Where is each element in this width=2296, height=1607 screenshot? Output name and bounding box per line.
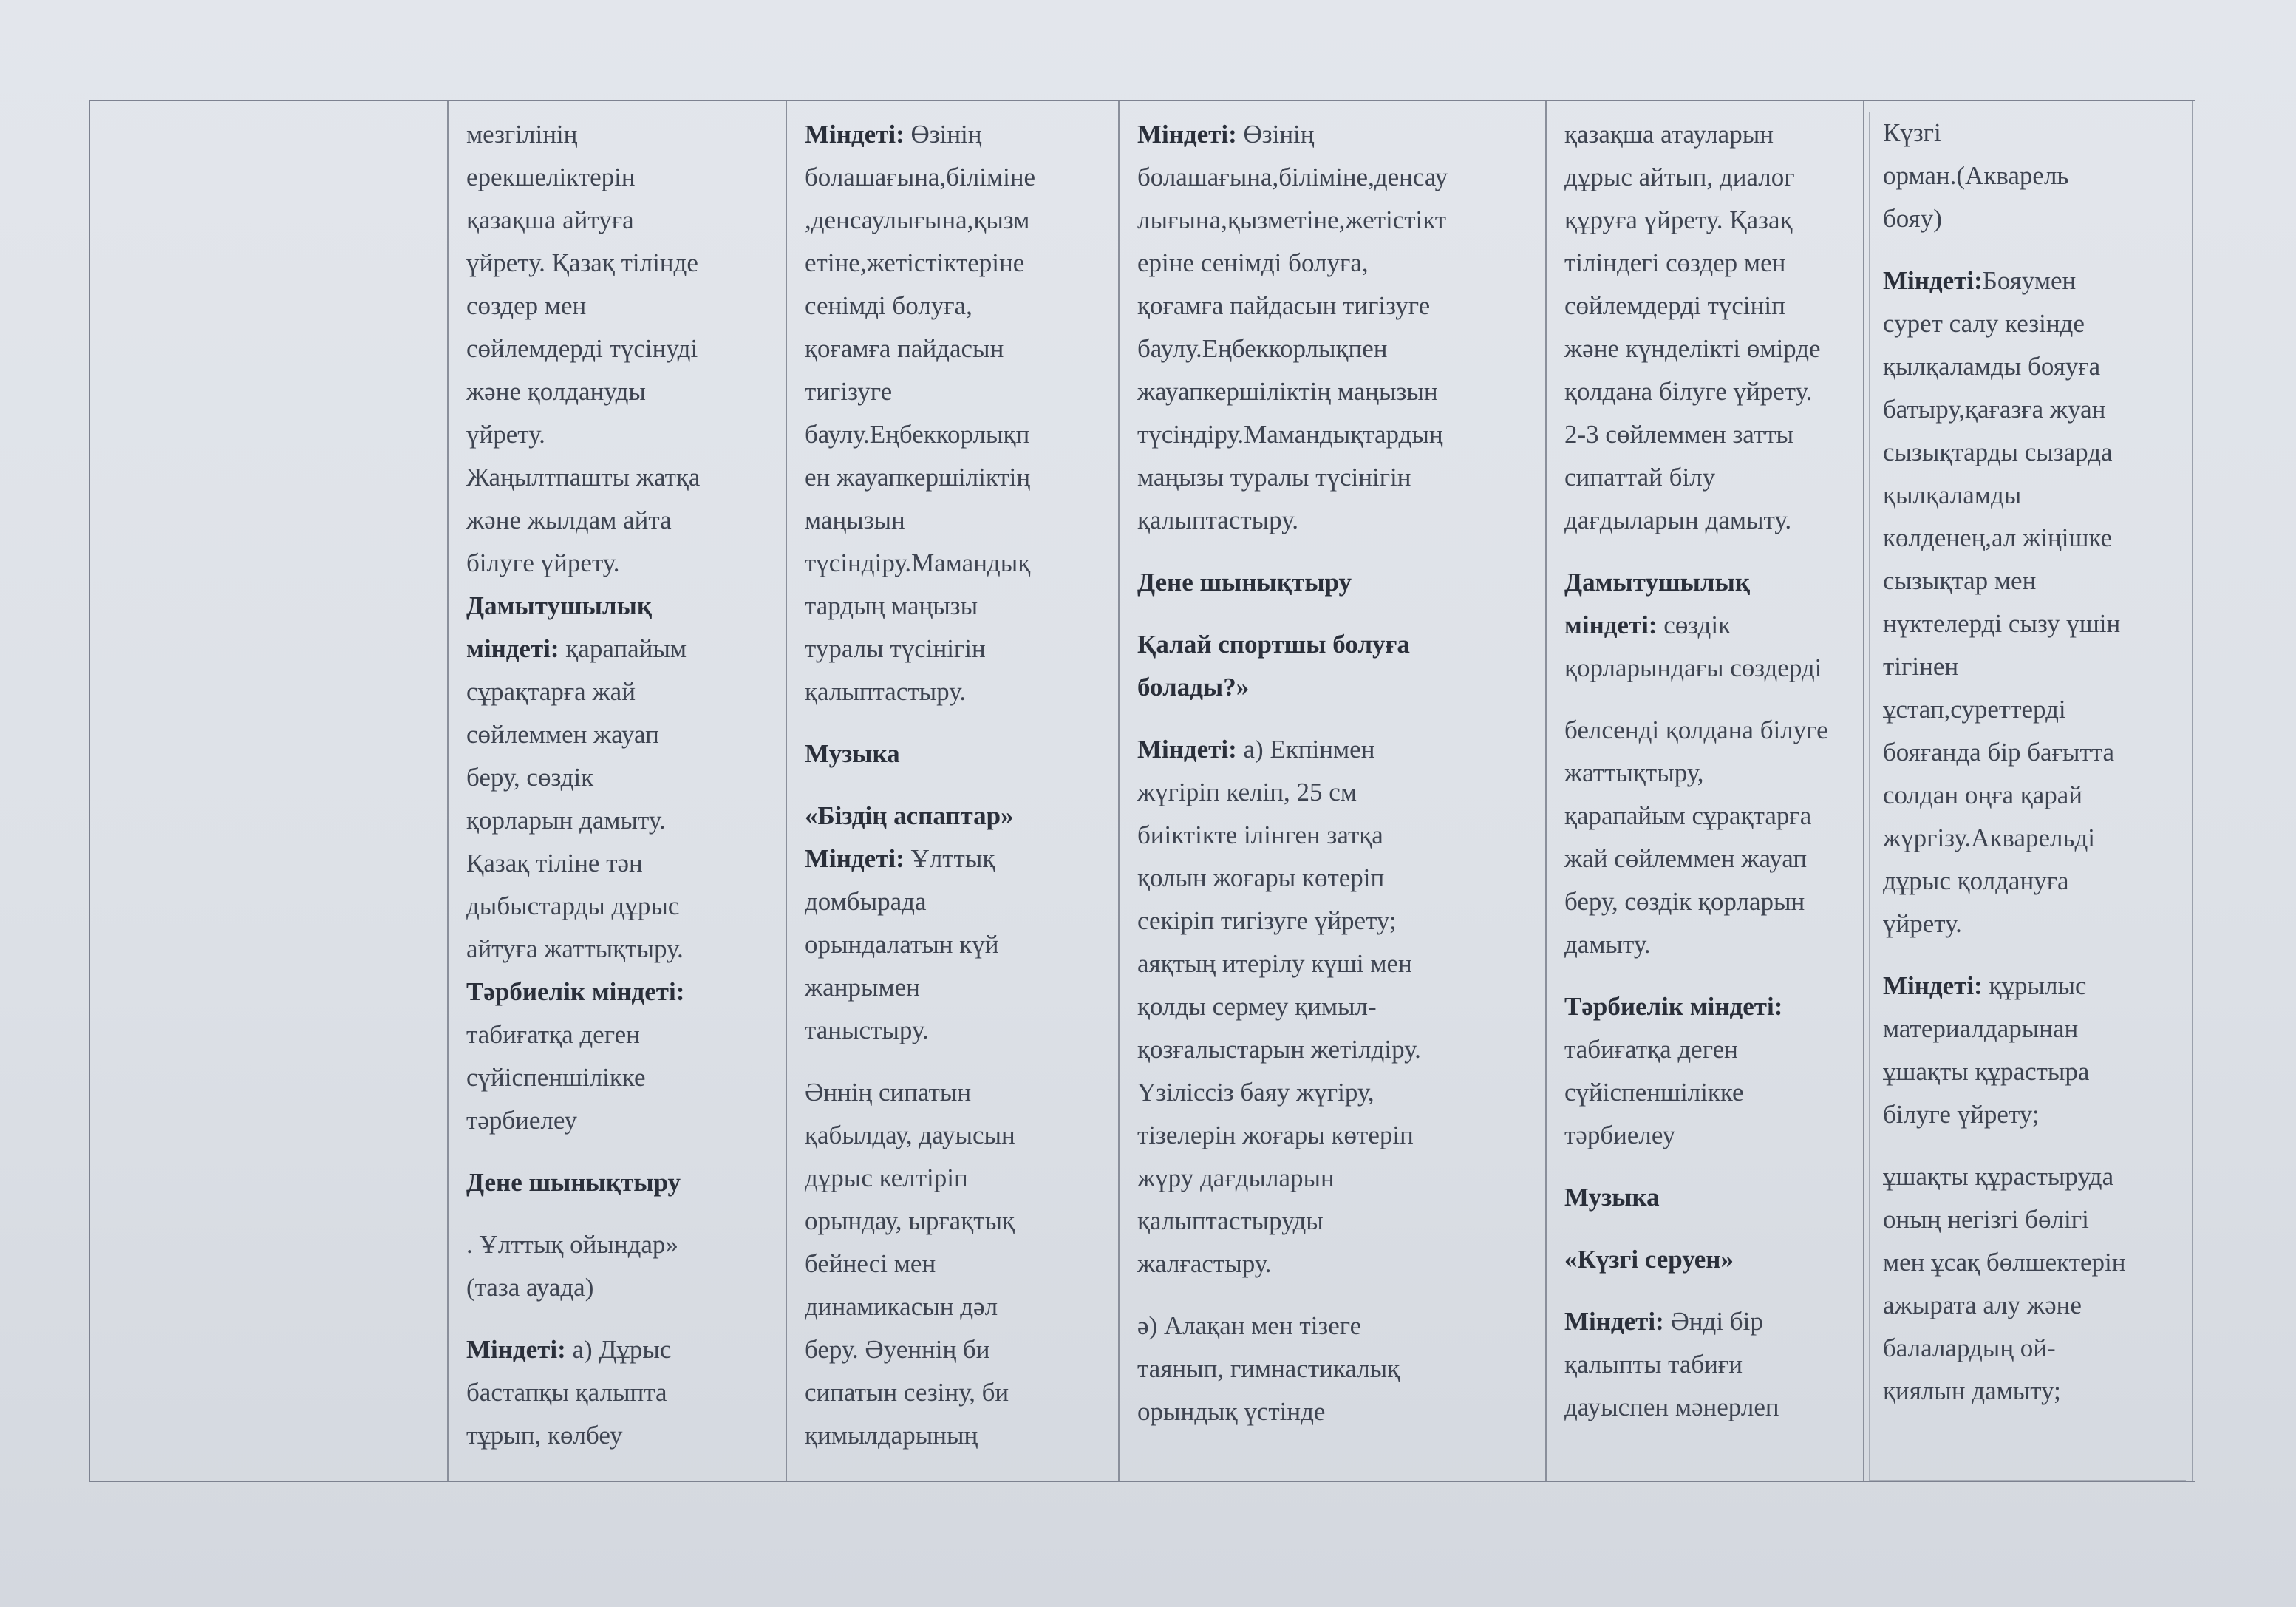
task-label: Міндеті: [805, 844, 905, 873]
table-column-3 [1120, 101, 1547, 1481]
column4-paragraph-2: белсенді қолдана білуге жаттықтыру, қарапайым сұрақтарға жай сөйлеммен жауап беру, сөздік қорларын дамыту. [1564, 716, 1828, 959]
column3-paragraph: ә) Алақан мен тізеге таянып, гимнастикалық орындық үстінде [1137, 1311, 1400, 1426]
task-label: Міндеті: [466, 1335, 566, 1364]
task-text: а) Екпінмен жүгіріп келіп, 25 см биіктікте ілінген затқа қолын жоғары көтеріп секіріп тигізуге үйрету; аяқтың итерілу күші мен қолды сермеу қимыл- қозғалыстарын жетілдіру. Үзіліссіз баяу жүгіру, тізелерін жоғары көтеріп жүру дағдыларын қалыптастыруды жалғастыру. [1137, 735, 1421, 1278]
task-text: Өзінің болашағына,біліміне,денсау лығына,қызметіне,жетістікт еріне сенімді болуға, қоғамға пайдасын тигізуге баулу.Еңбеккорлықпен жауапкершіліктің маңызын түсіндіру.Мамандықтардың маңызы туралы түсінігін қалыптастыру. [1137, 120, 1448, 534]
task-label: Міндеті: [1137, 120, 1237, 149]
music-heading: Музыка [805, 739, 900, 768]
column5-paragraph: ұшақты құрастыруда оның негізгі бөлігі мен ұсақ бөлшектерін ажырата алу және балалардың ой- қиялын дамыту; [1883, 1162, 2126, 1405]
task-label: Міндеті: [805, 120, 905, 149]
task-text: Әнді бір қалыпты табиғи дауыспен мәнерлеп [1564, 1307, 1779, 1421]
development-task-label: Дамытушылық міндеті: [1564, 568, 1750, 639]
education-task-text: табиғатқа деген сүйіспеншілікке тәрбиелеу [466, 1020, 646, 1135]
task-label: Міндеті: [1137, 735, 1237, 764]
column4-paragraph: қазақша атауларын дұрыс айтып, диалог құруға үйрету. Қазақ тіліндегі сөздер мен сөйлемдерді түсініп және күнделікті өмірде қолдана білуге үйрету. 2-3 сөйлеммен затты сипаттай білу дағдыларын дамыту. [1564, 120, 1821, 534]
pe-topic: . Ұлттық ойындар» (таза ауада) [466, 1230, 678, 1302]
table-column-empty [90, 101, 449, 1481]
pe-heading: Дене шынықтыру [1137, 568, 1352, 597]
task-text: Ұлттық домбырада орындалатын күй жанрымен таныстыру. [805, 844, 999, 1044]
education-task-label: Тәрбиелік міндеті: [1564, 992, 1783, 1021]
task-label: Міндеті: [1883, 971, 1983, 1000]
education-task-label: Тәрбиелік міндеті: [466, 977, 685, 1006]
education-task-text: табиғатқа деген сүйіспеншілікке тәрбиелеу [1564, 1035, 1744, 1149]
table-column-2 [787, 101, 1120, 1481]
task-label: Міндеті: [1883, 266, 1983, 295]
pe-topic: Қалай спортшы болуға болады?» [1137, 630, 1410, 701]
pe-heading: Дене шынықтыру [466, 1168, 681, 1197]
development-task-text: сөздік қорларындағы сөздерді [1564, 611, 1822, 682]
table-column-1 [449, 101, 787, 1481]
song-title: «Біздің аспаптар» [805, 801, 1014, 830]
art-topic: Күзгі орман.(Акварель бояу) [1883, 118, 2069, 233]
task-text: а) Дұрыс бастапқы қалыпта тұрып, көлбеу [466, 1335, 672, 1450]
development-task-label: Дамытушылық міндеті: [466, 591, 652, 663]
table-column-5 [1864, 101, 2193, 1481]
task-label: Міндеті: [1564, 1307, 1664, 1336]
table-column-4 [1547, 101, 1864, 1481]
column1-paragraph: мезгілінің ерекшеліктерін қазақша айтуға үйрету. Қазақ тілінде сөздер мен сөйлемдерді түсінуді және қолдануды үйрету. Жаңылтпашты жатқа және жылдам айта білуге үйрету. [466, 120, 701, 577]
column2-paragraph: Әннің сипатын қабылдау, дауысын дұрыс келтіріп орындау, ырғақтық бейнесі мен динамикасын дәл беру. Әуеннің би сипатын сезіну, би қимылдарының [805, 1078, 1015, 1450]
column5-inner-box [1869, 112, 2186, 1481]
music-heading: Музыка [1564, 1183, 1660, 1212]
lesson-plan-table [89, 100, 2195, 1482]
task-text: құрылыс материалдарынан ұшақты құрастыра білуге үйрету; [1883, 971, 2090, 1129]
song-title: «Күзгі серуен» [1564, 1245, 1734, 1274]
task-text: Өзінің болашағына,біліміне ,денсаулығына,қызм етіне,жетістіктеріне сенімді болуға, қоғамға пайдасын тигізуге баулу.Еңбеккорлықп ен жауапкершіліктің маңызын түсіндіру.Мамандық тардың маңызы туралы түсінігін қалыптастыру. [805, 120, 1036, 706]
task-text: Бояумен сурет салу кезінде қылқаламды бояуға батыру,қағазға жуан сызықтарды сызарда қылқаламды көлденең,ал жіңішке сызықтар мен нүктелерді сызу үшін тігінен ұстап,суреттерді бояғанда бір бағытта солдан оңға қарай жүргізу.Акварельді дұрыс қолдануға үйрету. [1883, 266, 2121, 938]
development-task-text: қарапайым сұрақтарға жай сөйлеммен жауап беру, сөздік қорларын дамыту. Қазақ тіліне тән дыбыстарды дұрыс айтуға жаттықтыру. [466, 634, 687, 963]
